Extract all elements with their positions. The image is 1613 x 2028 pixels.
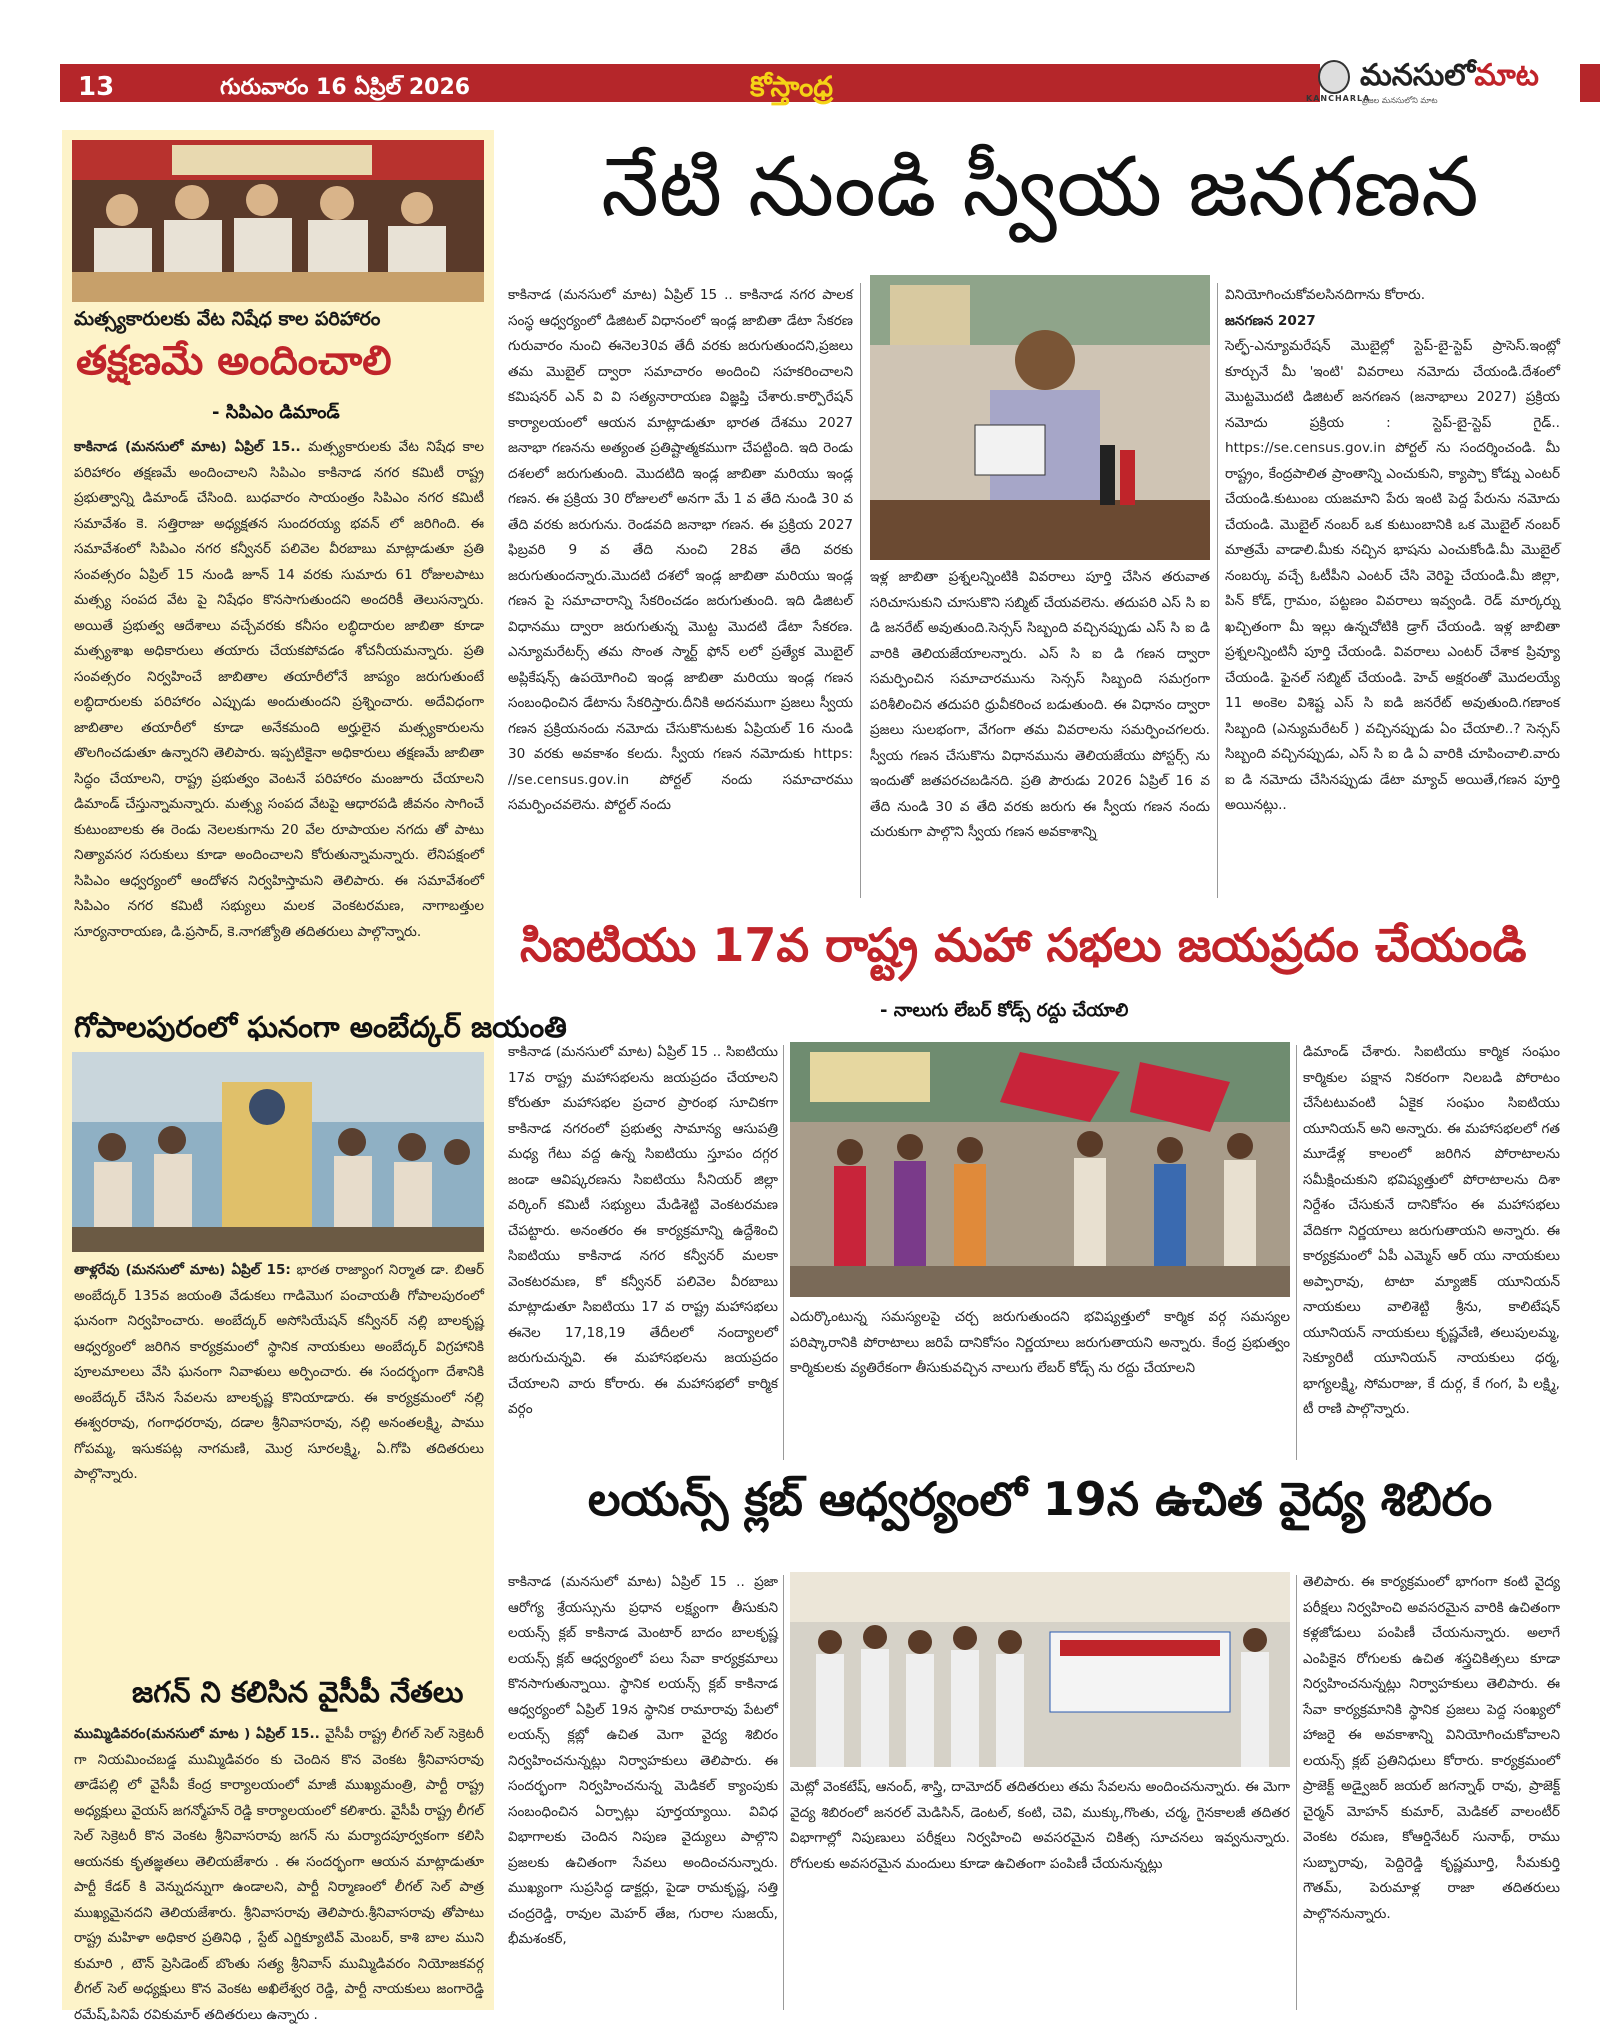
lions-club-photo (790, 1572, 1290, 1767)
logo-brand: KANCHARLA (1306, 94, 1371, 103)
lions-col3: తెలిపారు. ఈ కార్యక్రమంలో భాగంగా కంటి వైద్య పరీక్షలు నిర్వహించి అవసరమైన వారికి ఉచితంగా కళ్లజోడులు పంపిణీ చేయనున్నారు. అలాగే ఎంపికైన రోగులకు ఉచిత శస్త్రచికిత్సలు కూడా నిర్వహించనున్నట్లు నిర్వాహకులు తెలిపారు. ఈ సేవా కార్యక్రమానికి స్థానిక ప్రజలు పెద్ద సంఖ్యలో హాజరై ఈ అవకాశాన్ని వినియోగించుకోవాలని లయన్స్ క్లబ్ ప్రతినిధులు కోరారు. కార్యక్రమంలో ప్రాజెక్ట్ అడ్వైజర్ జయల్ జగన్నాథ్ రావు, ప్రాజెక్ట్ చైర్మన్ మోహన్ కుమార్, మెడికల్ వాలంటీర్ వెంకట రమణ, కోఆర్డినేటర్ సునాథ్, రాము సుబ్బారావు, పెద్దిరెడ్డి కృష్ణమూర్తి, సీమకుర్తి గౌతమ్, పెరుమాళ్ల రాజా తదితరులు పాల్గొననున్నారు. (1303, 1574, 1560, 1922)
header-bar (60, 64, 1320, 102)
newspaper-logo (1300, 58, 1600, 106)
story2-headline: గోపాలపురంలో ఘనంగా అంబేద్కర్ జయంతి (74, 1010, 567, 1044)
citu-col3: డిమాండ్ చేశారు. సిఐటియు కార్మిక సంఘం కార్మికుల పక్షాన నికరంగా నిలబడి పోరాటం చేసేటటువంటి ఏకైక సంఘం సిఐటియు యూనియన్ అని అన్నారు. ఈ మహాసభలలో గత మూడేళ్ల కాలంలో జరిగిన పోరాటాలను సమీక్షించుకుని భవిష్యత్తులో పోరాటాలను దిశా నిర్దేశం చేసుకునే దానికోసం ఈ మహాసభలు వేదికగా నిర్ణయాలు జరుగుతాయని అన్నారు. ఈ కార్యక్రమంలో ఏపీ ఎమ్మెస్ ఆర్ యు నాయకులు అప్పారావు, టాటా మ్యాజిక్ యూనియన్ నాయకులు వాలిశెట్టి శ్రీను, కాలిటేషన్ యూనియన్ నాయకులు కృష్ణవేణి, తలుపులమ్మ, సెక్యూరిటీ యూనియన్ నాయకులు ధర్మ, భాగ్యలక్ష్మి, సోమరాజు, కే దుర్గ, కే గంగ, పి లక్ష్మి, టీ రాణి పాల్గొన్నారు. (1303, 1044, 1560, 1417)
citu-col1: కాకినాడ (మనసులో మాట) ఏప్రిల్ 15 .. సిఐటియు 17వ రాష్ట్ర మహాసభలను జయప్రదం చేయాలని కోరుతూ మహాసభల ప్రచార ప్రారంభ సూచికగా కాకినాడ నగరంలో ప్రభుత్వ సామాన్య ఆసుపత్రి మధ్య గేటు వద్ద ఉన్న సిఐటియు స్తూపం దగ్గర జండా ఆవిష్కరణను సిఐటియు సీనియర్ జిల్లా వర్కింగ్ కమిటీ సభ్యులు మేడిశెట్టి వెంకటరమణ చేపట్టారు. అనంతరం ఈ కార్యక్రమాన్ని ఉద్దేశించి సిఐటియు కాకినాడ నగర కన్వీనర్ మలకా వెంకటరమణ, కో కన్వీనర్ పలివెల వీరబాబు మాట్లాడుతూ సిఐటియు 17 వ రాష్ట్ర మహాసభలు ఈనెల 17,18,19 తేదీలలో నంద్యాలలో జరుగుచున్నవి. ఈ మహాసభలను జయప్రదం చేయాలని వారు కోరారు. ఈ మహాసభలో కార్మిక వర్గం (508, 1044, 778, 1417)
citu-flag-photo (790, 1042, 1290, 1297)
story1-body: కాకినాడ (మనసులో మాట) ఏప్రిల్ 15.. మత్స్యకారులకు వేట నిషేధ కాల పరిహారం తక్షణమే అందించాలని సిపిఎం కాకినాడ నగర కమిటీ రాష్ట్ర ప్రభుత్వాన్ని డిమాండ్ చేసింది. బుధవారం సాయంత్రం సిపిఎం నగర కమిటీ సమావేశం కె. సత్తిరాజు అధ్యక్షతన సుందరయ్య భవన్ లో జరిగింది. ఈ సమావేశంలో సిపిఎం నగర కన్వీనర్ పలివెల వీరబాబు మాట్లాడుతూ ప్రతి సంవత్సరం ఏప్రిల్ 15 నుండి జూన్ 14 వరకు సుమారు 61 రోజులపాటు మత్స్య సంపద వేట పై నిషేధం కొనసాగుతుందని అందరికీ తెలుసన్నారు. అయితే ప్రభుత్వ ఆదేశాలు వచ్చేవరకు కనీసం లబ్ధిదారుల జాబితా కూడా మత్స్యశాఖ అధికారులు తయారు చేయకపోవడం శోచనీయమన్నారు. ప్రతి సంవత్సరం నిర్వహించే జాబితాల తయారీలోనే జాప్యం జరుగుతుంటే లబ్ధిదారులకు పరిహారం ఎప్పుడు అందుతుందని ప్రశ్నించారు. అదేవిధంగా జాబితాల తయారీలో కూడా అనేకమంది అర్హులైన మత్స్యకారులను తొలగించడుతూ ఉన్నారని తెలిపారు. ఇప్పటికైనా అధికారులు తక్షణమే జాబితా సిద్ధం చేయాలని, రాష్ట్ర ప్రభుత్వం వెంటనే పరిహారం మంజూరు చేయాలని డిమాండ్ చేస్తున్నామన్నారు. మత్స్య సంపద వేటపై ఆధారపడి జీవనం సాగించే కుటుంబాలకు ఈ రెండు నెలలకుగాను 20 వేల రూపాయల నగదు తో పాటు నిత్యావసర సరుకులు కూడా అందించాలని కోరుతున్నామన్నారు. లేనిపక్షంలో సిపిఎం ఆధ్వర్యంలో ఆందోళన నిర్వహిస్తామని తెలిపారు. ఈ సమావేశంలో సిపిఎం నగర కమిటీ సభ్యులు మలక వెంకటరమణ, నాగాబత్తుల సూర్యనారాయణ, డి.ప్రసాద్, కె.నాగజ్యోతి తదితరులు పాల్గొన్నారు. (74, 439, 484, 940)
story1-byline: - సిపిఎం డిమాండ్ (212, 402, 340, 423)
census-subhead: జనగణన 2027 (1225, 312, 1316, 329)
lions-col1: కాకినాడ (మనసులో మాట) ఏప్రిల్ 15 .. ప్రజా ఆరోగ్య శ్రేయస్సును ప్రధాన లక్ష్యంగా తీసుకుని లయన్స్ క్లబ్ కాకినాడ మెంటార్ బాదం బాలకృష్ణ లయన్స్ క్లబ్ ఆధ్వర్యంలో పలు సేవా కార్యక్రమాలు కొనసాగుతున్నాయి. స్థానిక లయన్స్ క్లబ్ కాకినాడ ఆధ్వర్యంలో ఏప్రిల్ 19న స్థానిక రామారావు పేటలో లయన్స్ క్లబ్లో ఉచిత మెగా వైద్య శిబిరం నిర్వహించనున్నట్లు నిర్వాహకులు తెలిపారు. ఈ సందర్భంగా నిర్వహించనున్న మెడికల్ క్యాంపుకు సంబంధించిన ఏర్పాట్లు పూర్తయ్యాయి. వివిధ విభాగాలకు చెందిన నిపుణ వైద్యులు పాల్గొని ప్రజలకు ఉచితంగా సేవలు అందించనున్నారు. ముఖ్యంగా సుప్రసిద్ధ డాక్టర్లు, పైడా రామకృష్ణ, సత్తి చంద్రరెడ్డి, రావుల మెహర్ తేజ, గురాల సుజయ్, భీమశంకర్, (508, 1574, 778, 1947)
story1-kicker: మత్స్యకారులకు వేట నిషేధ కాల పరిహారం (74, 308, 381, 330)
story3-body: ముమ్మిడివరం(మనసులో మాట ) ఏప్రిల్ 15.. వైసీపీ రాష్ట్ర లీగల్ సెల్ సెక్రెటరీ గా నియమించబడ్డ ముమ్మిడివరం కు చెందిన కొన వెంకట శ్రీనివాసరావు తాడేపల్లి లో వైసీపీ కేంద్ర కార్యాలయంలో మాజీ ముఖ్యమంత్రి, పార్టీ రాష్ట్ర అధ్యక్షులు వైయస్ జగన్మోహన్ రెడ్డి కార్యాలయంలో కలిశారు. వైసీపీ రాష్ట్ర లీగల్ సెల్ సెక్రెటరీ కొన వెంకట శ్రీనివాసరావు జగన్ ను మర్యాదపూర్వకంగా కలిసి ఆయనకు కృతజ్ఞతలు తెలియజేశారు . ఈ సందర్భంగా ఆయన మాట్లాడుతూ పార్టీ కేడర్ కి వెన్నుదన్నుగా ఉండాలని, పార్టీ నిర్మాణంలో లీగల్ సెల్ పాత్ర ముఖ్యమైనదని తెలియజేశారు. శ్రీనివాసరావు తెలిపారు.శ్రీనివాసరావు తోపాటు రాష్ట్ర మహిళా అధికార ప్రతినిధి , స్టేట్ ఎగ్జిక్యూటివ్ మెంబర్, కాశి బాల ముని కుమారి , టౌన్ ప్రెసిడెంట్ బొంతు సత్య శ్రీనివాస్ ముమ్మిడివరం నియోజకవర్గ లీగల్ సెల్ అధ్యక్షులు కొన వెంకట అఖిలేశ్వర రెడ్డి, పార్టీ నాయకులు జంగారెడ్డి రమేష్,పినిపే రవికుమార్ తదితరులు ఉన్నారు . (74, 1726, 484, 2023)
census-col2: ఇళ్ల జాబితా ప్రశ్నలన్నింటికి వివరాలు పూర్తి చేసిన తరువాత సరిచూసుకుని చూసుకొని సబ్మిట్ చేయవలెను. తదుపరి ఎస్ సి ఐ డి జనరేట్ అవుతుంది.సెన్సస్ సిబ్బంది వచ్చినప్పుడు ఎస్ సి ఐ డి వారికి తెలియజేయాలన్నారు. ఎస్ సి ఐ డి గణన ద్వారా సమర్పించిన సమాచారమును సెన్సస్ సిబ్బంది సమగ్రంగా పరిశీలించిన తదుపరి ధ్రువీకరించ బడుతుంది. ఈ విధానం ద్వారా ప్రజలు సులభంగా, వేగంగా తమ వివరాలను సమర్పించగలరు. స్వీయ గణన చేసుకొను విధానమును తెలియజేయు పోస్టర్స్ ను ఇందుతో జతపరచబడినది. ప్రతి పౌరుడు 2026 ఏప్రిల్ 16 వ తేది నుండి 30 వ తేది వరకు జరుగు ఈ స్వీయ గణన నందు చురుకుగా పాల్గొని స్వీయ గణన అవకాశాన్ని (870, 569, 1210, 840)
lions-col2: మెట్లో వెంకటేష్, ఆనంద్, శాస్త్రి, దామోదర్ తదితరులు తమ సేవలను అందించనున్నారు. ఈ మెగా వైద్య శిబిరంలో జనరల్ మెడిసిన్, డెంటల్, కంటి, చెవి, ముక్కు,గొంతు, చర్మ, గైనకాలజీ తదితర విభాగాల్లో నిపుణులు పరీక్షలు నిర్వహించి అవసరమైన చికిత్స సూచనలు ఇవ్వనున్నారు. రోగులకు అవసరమైన మందులు కూడా ఉచితంగా పంపిణీ చేయనున్నట్లు (790, 1779, 1290, 1872)
citu-subhead: - నాలుగు లేబర్ కోడ్స్ రద్దు చేయాలి (880, 1000, 1129, 1021)
story3-headline: జగన్ ని కలిసిన వైసీపీ నేతలు (132, 1675, 464, 1709)
logo-wordmark: మనసులోమాట (1360, 58, 1539, 93)
census-headline: నేటి నుండి స్వీయ జనగణన (601, 140, 1479, 235)
citu-headline: సిఐటియు 17వ రాష్ట్ర మహా సభలు జయప్రదం చేయండి (520, 918, 1527, 972)
column-divider (1296, 1045, 1297, 1460)
issue-date: గురువారం 16 ఏప్రిల్ 2026 (220, 75, 471, 100)
page-number: 13 (78, 72, 115, 102)
lions-headline: లయన్స్ క్లబ్ ఆధ్వర్యంలో 19న ఉచిత వైద్య శిబిరం (587, 1472, 1493, 1526)
ambedkar-jayanti-photo (72, 1052, 484, 1252)
story1-headline: తక్షణమే అందించాలి (76, 338, 392, 384)
census-col3: వినియోగించుకోవలసినదిగాను కోరారు. జనగణన 2027 సెల్ఫ్-ఎన్యూమరేషన్ మొబైల్లో స్టెప్-బై-స్టెప్ ప్రాసెస్.ఇంట్లో కూర్చునే మీ 'ఇంటి' వివరాలు నమోదు చేయండి.దేశంలో మొట్టమొదటి డిజిటల్ జనగణన (జనాభాలు 2027) ప్రక్రియ నమోదు ప్రక్రియ : స్టెప్-బై-స్టెప్ గైడ్.. https://se.census.gov.in పోర్టల్ ను సందర్శించండి. మీ రాష్ట్రం, కేంద్రపాలిత ప్రాంతాన్ని ఎంచుకుని, క్యాప్చా కోడ్ను ఎంటర్ చేయండి.కుటుంబ యజమాని పేరు ఇంటి పెద్ద పేరును నమోదు చేయండి. మొబైల్ నంబర్ ఒక కుటుంబానికి ఒక మొబైల్ నంబర్ మాత్రమే వాడాలి.మీకు నచ్చిన భాషను ఎంచుకోండి.మీ మొబైల్ నంబర్కు వచ్చే ఓటీపీని ఎంటర్ చేసి వెరిఫై చేయండి.మీ జిల్లా, పిన్ కోడ్, గ్రామం, పట్టణం వివరాలు ఇవ్వండి. రెడ్ మార్కర్ను ఖచ్చితంగా మీ ఇల్లు ఉన్నచోటికి డ్రాగ్ చేయండి. ఇళ్ల జాబితా ప్రశ్నలన్నింటినీ పూర్తి చేయండి. వివరాలు ఎంటర్ చేశాక ప్రివ్యూ చేయండి. ఫైనల్ సబ్మిట్ చేయండి. హెచ్ అక్షరంతో మొదలయ్యే 11 అంకెల విశిష్ట ఎస్ సి ఐడి జనరేట్ అవుతుంది.గణాంక సిబ్బంది (ఎన్యుమరేటర్ ) వచ్చినప్పుడు ఏం చేయాలి..? సెన్సస్ సిబ్బంది వచ్చినప్పుడు, ఎస్ సి ఐ డి ఏ వారికి చూపించాలి.వారు ఐ డి నమోదు చేసినప్పుడు డేటా మ్యాచ్ అయితే,గణన పూర్తి అయినట్లు.. (1225, 287, 1560, 813)
left-column (62, 130, 567, 2023)
column-divider (1217, 283, 1218, 898)
census-col1: కాకినాడ (మనసులో మాట) ఏప్రిల్ 15 .. కాకినాడ నగర పాలక సంస్థ ఆధ్వర్యంలో డిజిటల్ విధానంలో ఇండ్ల జాబితా డేటా సేకరణ గురువారం నుంచి ఈనెల30వ తేదీ వరకు జరుగుతుందని,ప్రజలు తమ మొబైల్ ద్వారా సమాచారం అందించి సహకరించాలని కమిషనర్ ఎన్ వి వి సత్యనారాయణ విజ్ఞప్తి చేశారు.కార్పొరేషన్ కార్యాలయంలో ఆయన మాట్లాడుతూ భారత దేశము 2027 జనాభా గణనను అత్యంత ప్రతిష్టాత్మకముగా చేపట్టింది. ఇది రెండు దశలలో జరుగుతుంది. మొదటిది ఇండ్ల జాబితా మరియు ఇండ్ల గణన. ఈ ప్రక్రియ 30 రోజులలో అనగా మే 1 వ తేది నుండి 30 వ తేది వరకు జరుగును. రెండవది జనాభా గణన. ఈ ప్రక్రియ 2027 ఫిబ్రవరి 9 వ తేది నుంచి 28వ తేది వరకు జరుగుతుందన్నారు.మొదటి దశలో ఇండ్ల జాబితా మరియు ఇండ్ల గణన పై సమాచారాన్ని సేకరించడం జరుగుతుంది. ఇది డిజిటల్ విధానము ద్వారా జరుగుతున్న మొట్ట మొదటి డేటా సేకరణ. ఎన్యూమరేటర్స్ తమ సొంత స్మార్ట్ ఫోన్ లలో ప్రత్యేక మొబైల్ అప్లికేషన్స్ ఉపయోగించి ఇండ్ల జాబితా మరియు ఇండ్ల గణన సంబంధించిన డేటాను సేకరిస్తారు.దీనికి అదనముగా ప్రజలు స్వీయ గణన ప్రక్రియనందు నమోదు చేసుకొనుటకు ఏప్రియల్ 16 నుండి 30 వరకు అవకాశం కలదు. స్వీయ గణన నమోదుకు https: //se.census.gov.in పోర్టల్ నందు సమాచారము సమర్పించవలెను. పోర్టల్ నందు (508, 287, 854, 813)
column-divider (783, 1045, 784, 1460)
column-divider (1296, 1575, 1297, 2010)
logo-tagline: ప్రజల మనసులోని మాట (1362, 96, 1438, 105)
commissioner-photo (870, 275, 1210, 560)
column-divider (860, 283, 861, 898)
citu-col2: ఎదుర్కొంటున్న సమస్యలపై చర్చ జరుగుతుందని భవిష్యత్తులో కార్మిక వర్గ సమస్యల పరిష్కారానికి పోరాటాలు జరిపే దానికోసం నిర్ణయాలు జరుగుతాయని అన్నారు. కేంద్ర ప్రభుత్వం కార్మికులకు వ్యతిరేకంగా తీసుకువచ్చిన నాలుగు లేబర్ కోడ్స్ ను రద్దు చేయాలని (790, 1309, 1290, 1376)
story2-body: తాళ్లరేవు (మనసులో మాట) ఏప్రిల్ 15: భారత రాజ్యాంగ నిర్మాత డా. బిఆర్ అంబేద్కర్ 135వ జయంతి వేడుకలు గాడిమొగ పంచాయతీ గోపాలపురంలో ఘనంగా నిర్వహించారు. అంబేద్కర్ అసోసియేషన్ కన్వీనర్ నల్లి బాలకృష్ణ ఆధ్వర్యంలో జరిగిన కార్యక్రమంలో స్థానిక నాయకులు అంబేద్కర్ విగ్రహానికి పూలమాలలు వేసి ఘనంగా నివాళులు అర్పించారు. ఈ సందర్భంగా దేశానికి అంబేద్కర్ చేసిన సేవలను బాలకృష్ణ కొనియాడారు. ఈ కార్యక్రమంలో నల్లి ఈశ్వరరావు, గంగాధరరావు, దడాల శ్రీనివాసరావు, నల్లి అనంతలక్ష్మి, పాము గోపమ్మ, ఇసుకపట్ల నాగమణి, మొర్ర సూరలక్ష్మి, ఏ.గోపి తదితరులు పాల్గొన్నారు. (74, 1262, 485, 1482)
header-side-bar (1580, 64, 1600, 102)
column-divider (783, 1575, 784, 2010)
section-name: కోస్తాంధ్ర (750, 70, 834, 103)
founder-portrait-icon (1318, 60, 1350, 94)
fishermen-meeting-photo (72, 140, 484, 302)
masthead (60, 58, 1560, 106)
